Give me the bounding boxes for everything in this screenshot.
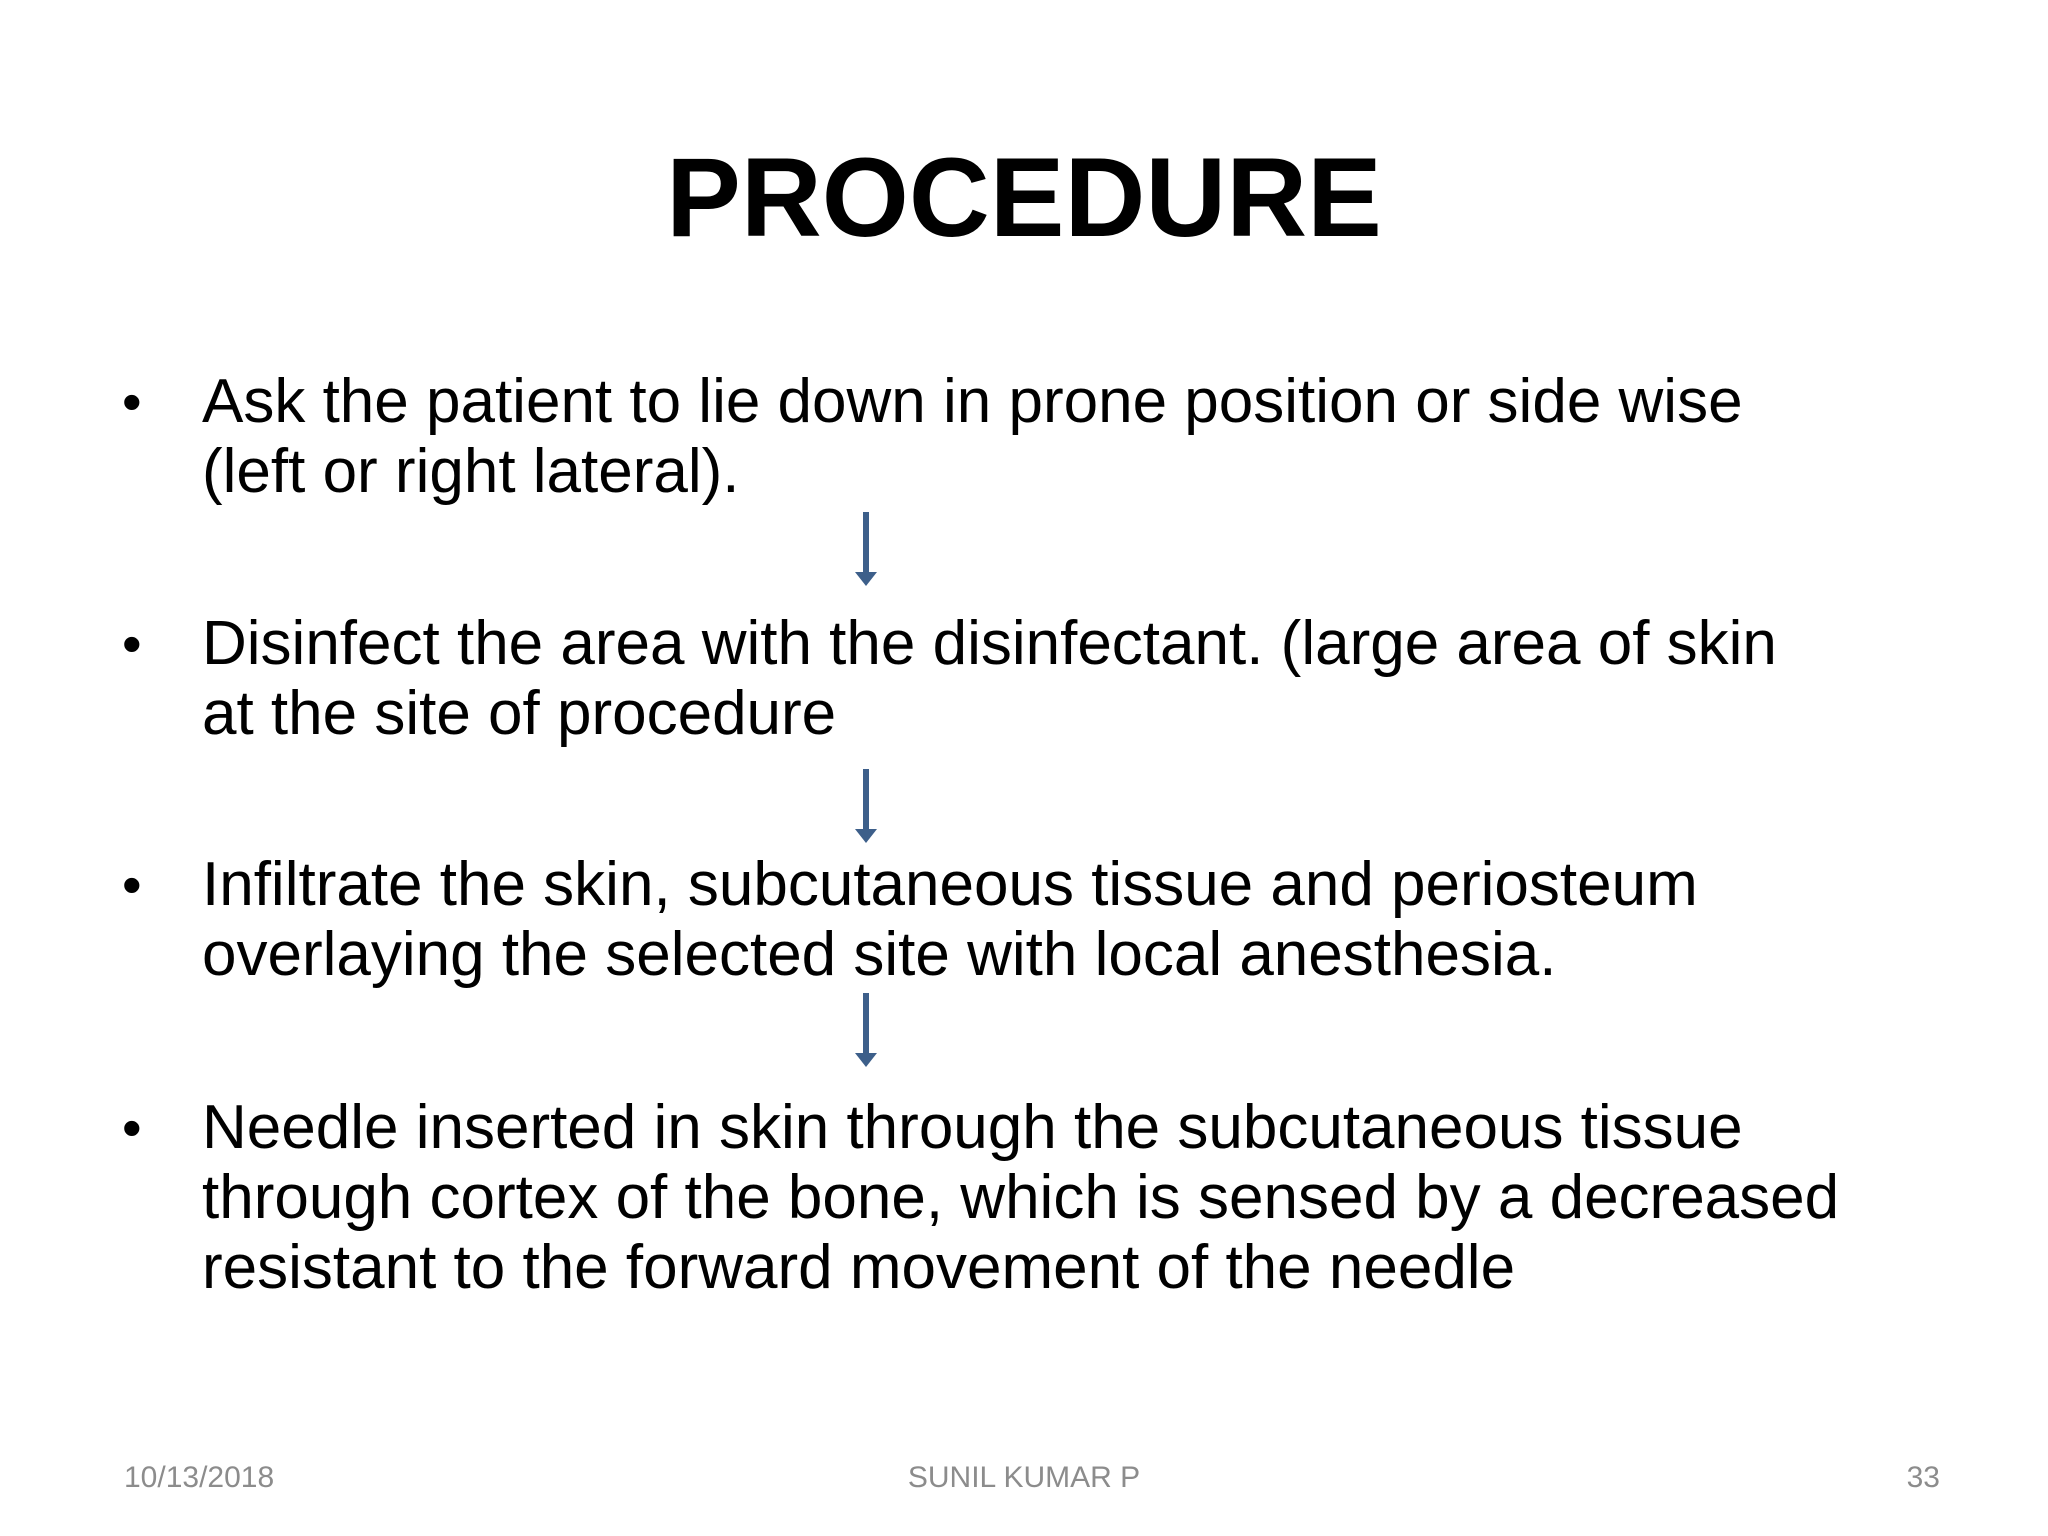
bullet-item: [122, 367, 1942, 507]
bullet-text: Infiltrate the skin, subcutaneous tissue and periosteum overlaying the selected site with local anesthesia.: [202, 850, 1698, 989]
bullet-item: [122, 1093, 1942, 1303]
bullet-marker: •: [122, 1096, 142, 1159]
footer-page-number: 33: [1906, 1461, 1940, 1494]
bullet-item: [122, 850, 1942, 990]
down-arrow-icon: [855, 512, 877, 586]
footer-date: 10/13/2018: [124, 1461, 275, 1494]
bullet-marker: •: [122, 853, 142, 916]
bullet-text: Ask the patient to lie down in prone position or side wise (left or right lateral).: [202, 367, 1743, 506]
bullet-text: Needle inserted in skin through the subcutaneous tissue through cortex of the bone, which is sensed by a decreased resistant to the forward movement of the needle: [202, 1093, 1840, 1302]
down-arrow-icon: [855, 769, 877, 843]
down-arrow-icon: [855, 993, 877, 1067]
footer-author: SUNIL KUMAR P: [907, 1461, 1141, 1494]
bullet-text: Disinfect the area with the disinfectant. (large area of skin at the site of procedure: [202, 609, 1777, 748]
bullet-marker: •: [122, 370, 142, 433]
bullet-marker: •: [122, 612, 142, 675]
slide-title: PROCEDURE: [666, 135, 1382, 260]
bullet-item: [122, 609, 1942, 749]
